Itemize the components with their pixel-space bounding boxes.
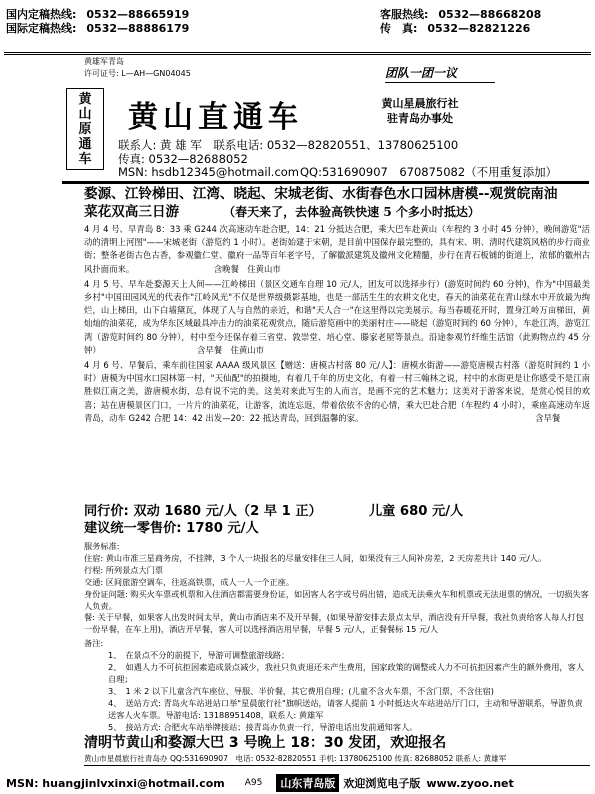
slogan: 团队一团一议 xyxy=(385,64,495,83)
vertical-logo-char: 山 xyxy=(78,106,92,122)
contact-line: 联系人: 黄 雄 军 联系电话: 0532—82820551、13780625100 xyxy=(118,138,459,152)
retail-price: 建议统一零售价: 1780 元/人 xyxy=(84,521,259,536)
route-title xyxy=(84,185,584,221)
hotline-left xyxy=(6,8,296,36)
route-line-2a: 菜花双高三日游 xyxy=(84,204,180,220)
agency-line-2: 驻青岛办事处 xyxy=(387,112,453,125)
footer-msn: MSN: huangjinlvxinxi@hotmail.com xyxy=(6,776,225,790)
service-hotline-label: 客服热线: xyxy=(380,8,429,21)
service-heading: 服务标准: xyxy=(84,541,120,551)
fax-hotline xyxy=(380,22,590,36)
note-item: 3、 1 米 2 以下儿童含汽车座位、导服、半价餐，其它费用自理；(儿童不含火车票，不含门票，不含住宿) xyxy=(108,685,494,696)
hotline-right xyxy=(380,8,590,36)
page-footer xyxy=(6,774,591,792)
domestic-hotline xyxy=(6,8,296,22)
header-rule-2 xyxy=(4,54,591,55)
child-price-label: 儿童 680 元/人 xyxy=(368,504,464,519)
fax-line: 传真: 0532—82688052 xyxy=(118,152,248,166)
license-number: 许可证号: L—AH—GN04045 xyxy=(84,69,191,78)
intl-hotline xyxy=(6,22,296,36)
itinerary-day-3: 4 月 6 号、早餐后，乘车前往国家 AAAA 级风景区【赠送：唐模古村落 80 元/人】：唐模水街游——游览唐模古村落（游览时间约 1 小时）唐模为中国水口园林第一村，"天仙配"的拍摄地，有着几千年的历史文化，有着一村三翰林之说，村中的水街更是让你感受不是江南胜似江南之美，游唐模水街，总有说不完的美。这美对来此写生的人而言，是画不完的艺术魅力；这美对于游客来说，是赏心悦目的欢喜；站在唐模景区门口，一片片的油菜花，让游客，流连忘返，带着依依不舍的心情，乘大巴赴合肥（车程约 4 小时），乘座高速动车返青岛，动车 G242 合肥 14：42 出发—20：22 抵达青岛，回到温馨的家。 含早餐 xyxy=(84,360,590,423)
service-hotline xyxy=(380,8,590,22)
service-standard xyxy=(84,541,590,734)
vertical-logo-char: 原 xyxy=(78,121,92,137)
intl-hotline-label: 国际定稿热线: xyxy=(6,22,77,35)
vertical-logo-char: 车 xyxy=(78,151,92,167)
itinerary xyxy=(84,223,590,425)
vertical-logo-char: 黄 xyxy=(78,91,92,107)
footer-contact-line: 黄山市星晨旅行社青岛办 QQ:531690907 电话: 0532-82820551 手机: 13780625100 传真: 82688052 联系人: 黄雄军 xyxy=(84,753,590,766)
note-item: 1、 在景点不分的前提下，导游可调整旅游线路； xyxy=(108,650,290,661)
agency-line-1: 黄山星晨旅行社 xyxy=(381,97,459,110)
service-line: 行程: 所列景点大门票 xyxy=(84,564,164,575)
service-line: 住宿: 黄山市准三星商务房，不挂牌，3 个人一块报名的尽量安排住三人间，如果没有三人间补房差，2 天房差共计 140 元/人。 xyxy=(84,552,547,563)
website-link[interactable]: www.zyoo.net xyxy=(426,776,514,790)
service-line: 餐: 关于早餐，如果客人出发时间太早，黄山市酒店来不及开早餐，(如果导游安排去景点太早，酒店没有开早餐，我社负责给客人每人打包一份早餐，在车上用)，酒店开早餐，客人可以选择酒店用早餐，早餐 5 元/人，正餐餐标 15 元/人 xyxy=(84,612,584,635)
qq-line: QQ:531690907 670875082（不用重复添加） xyxy=(300,165,558,179)
service-line: 交通: 区间旅游空调车，往返高铁票，成人一人一个正座。 xyxy=(84,576,295,587)
route-line-2 xyxy=(84,203,584,221)
route-line-2b: （春天来了，去体验高铁快速 5 个多小时抵达） xyxy=(223,205,480,219)
service-hotline-number: 0532—88668208 xyxy=(438,8,542,21)
note-item: 2、 如遇人力不可抗拒因素造成景点减少，我社只负责退还未产生费用，国家政策的调整或人力不可抗拒因素产生的额外费用，客人自理； xyxy=(108,662,584,684)
agency-name xyxy=(374,96,466,126)
note-item: 5、 接站方式: 合肥火车站举牌接站；接青岛办负责一行，导游电话出发前通知客人。 xyxy=(108,721,418,732)
edition-badge: 山东青岛版 xyxy=(276,774,339,792)
page-number: A95 xyxy=(244,778,263,788)
bottom-title: 清明节黄山和婺源大巴 3 号晚上 18：30 发团，欢迎报名 xyxy=(84,735,447,751)
notes-heading: 备注: xyxy=(84,638,104,649)
fax-hotline-label: 传 真: xyxy=(380,22,418,35)
brand-small: 黄雄军青岛 xyxy=(84,57,124,66)
route-line-1: 婺源、江铃梯田、江湾、晓起、宋城老街、水街春色水口园林唐模--观赏皖南油 xyxy=(84,186,558,202)
service-line: 身份证问题: 购买火车票或机票和入住酒店都需要身份证，如因客人名字或号码出错，造成无法乘火车和机票或无法退票的情况，一切损失客人负责。 xyxy=(84,588,589,611)
peer-price xyxy=(84,504,463,520)
note-item: 4、 送站方式: 青岛火车站进站口举"星晨旅行社"旗帜送站，请客人提前 1 小时抵达火车站进站厅门口，主动和导游联系，导游负责送客人火车票。导游电话: 13188951408，联系人: 黄雄军 xyxy=(108,697,583,720)
itinerary-day-2: 4 月 5 号、早车赴婺源天上人间——江岭梯田（景区交通车自理 10 元/人，团友可以选择步行）(游览时间约 60 分钟)，作为"中国最美乡村"中国田园风光的代表作"江岭风光"不仅是世界级摄影基地，也是一部活生生的农耕文化史，春天的油菜花在青山绿水中开放最为绚烂，山上梯田，山下白墙黛瓦，体现了人与自然的亲近，和谐"天人合一"在这里得以完美展示。每当春暖花开时，置身江岭万亩梯田，黄灿灿的油菜花，成为华东区域最具冲击力的油菜花观赏点，随后游览画中的美丽村庄——晓起（游览时间约 60 分钟），车赴江湾，游览江湾（游览时间约 80 分钟），村中至今还保存着三省堂、敦崇堂、培心堂、滕家老屋等景点。沿途参观竹纤维生活馆（此购物点约 45 分钟） 含早餐 住黄山市 xyxy=(84,278,590,355)
header-rule xyxy=(4,52,591,53)
ad-title: 黄山直通车 xyxy=(128,100,303,135)
intl-hotline-number: 0532—88886179 xyxy=(86,22,190,35)
fax-hotline-number: 0532—82821226 xyxy=(427,22,531,35)
peer-price-label: 同行价: 双动 1680 元/人（2 早 1 正） xyxy=(84,504,322,519)
domestic-hotline-number: 0532—88665919 xyxy=(86,8,190,21)
ad-divider xyxy=(62,181,589,184)
vertical-logo-char: 通 xyxy=(78,136,92,152)
itinerary-day-1: 4 月 4 号、早青岛 8：33 乘 G244 次高速动车赴合肥，14：21 分抵达合肥，乘大巴车赴黄山（车程约 3 小时 45 分钟），晚间游览"活动的清明上河图"——宋城老街（游览约 1 小时）。老街始建于宋朝，是目前中国保存最完整的，具有宋、明、清时代建筑风格的步行商业街；整条老街古色古香，参观徽仁堂、徽府一品等百年老字号，了解徽派建筑及徽州文化精髓，步行在青石板铺的街道上，浓郁的徽州古风扑面而来。 含晚餐 住黄山市 xyxy=(84,224,590,274)
vertical-logo xyxy=(66,88,104,170)
domestic-hotline-label: 国内定稿热线: xyxy=(6,8,77,21)
msn-line: MSN: hsdb12345@hotmail.com xyxy=(118,165,300,179)
edition-tagline: 欢迎浏览电子版 xyxy=(343,777,421,790)
